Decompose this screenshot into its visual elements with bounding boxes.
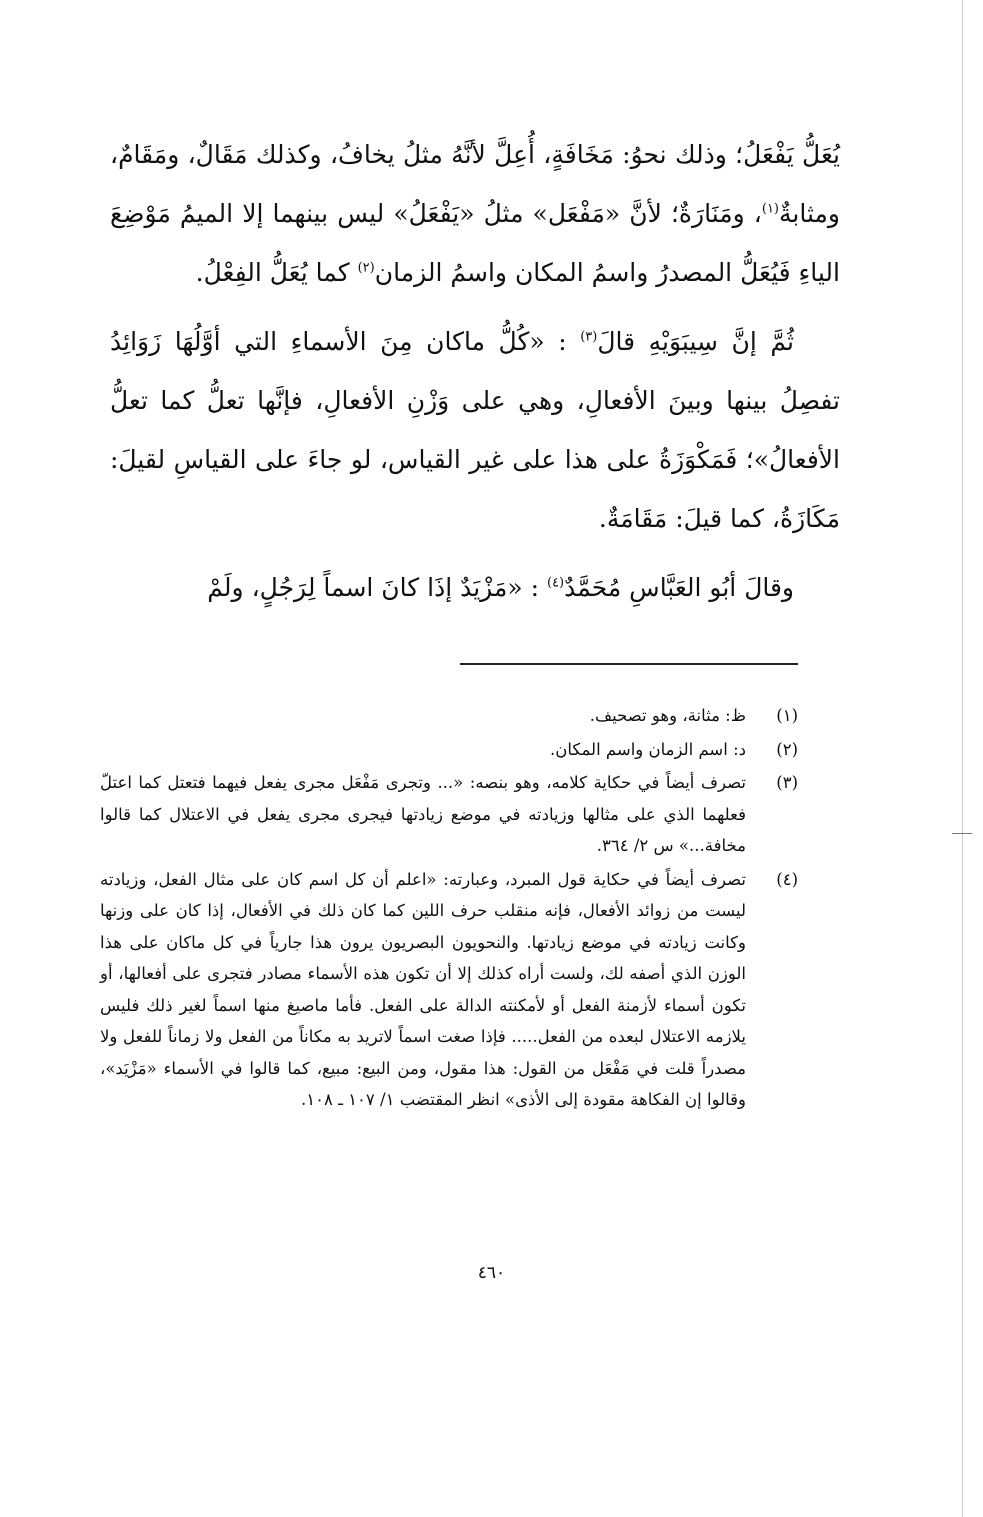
paragraph-2-text-b: : «كُلُّ ماكان مِنَ الأسماءِ التي أوَّلُهَا زَوَائِدُ تفصِلُ بينها وبينَ الأفعالِ، وهي على وَزْنِ الأفعالِ، فإنَّها تعلُّ كما تعلُّ الأفعالُ»؛ فَمَكْوَزَةُ على هذا على غير القياس، لو جاءَ على القياسِ لقيلَ: مَكَازَةُ، كما قيلَ: مَقَامَةٌ. xyxy=(110,327,840,533)
footnote-ref-2[interactable]: (٢) xyxy=(357,260,375,276)
footnote-number: (١) xyxy=(776,706,798,725)
footnote-ref-1[interactable]: (١) xyxy=(761,201,779,217)
footnote-1 xyxy=(100,700,800,732)
footnote-ref-3[interactable]: (٣) xyxy=(580,329,598,345)
paragraph-1-text-a: يُعَلُّ يَفْعَلُ؛ وذلك نحوُ: مَخَافَةٍ، أُعِلَّ لأنَّهُ مثلُ يخافُ، وكذلك مَقَالٌ، ومَقَامٌ، ومثابةٌ xyxy=(110,140,840,228)
paragraph-1-text-c: كما يُعَلُّ الفِعْلُ. xyxy=(195,258,358,287)
main-text xyxy=(110,125,840,627)
footnote-ref-4[interactable]: (٤) xyxy=(546,575,565,591)
paragraph-3 xyxy=(110,558,840,617)
paragraph-3-text-b: : «مَزْيَدٌ إذَا كانَ اسماً لِرَجُلٍ، ولَمْ xyxy=(207,573,547,602)
page-number: ٤٦٠ xyxy=(477,1263,506,1283)
scan-border-line xyxy=(962,0,963,1517)
footnote-number: (٣) xyxy=(776,773,798,792)
paragraph-1-text-b: ، ومَنَارَةٌ؛ لأنَّ «مَفْعَل» مثلُ «يَفْعَلُ» ليس بينهما إلا الميمُ مَوْضِعَ الياءِ فَيُعَلُّ المصدرُ واسمُ المكان واسمُ الزمان xyxy=(110,199,840,287)
scan-margin-mark xyxy=(952,833,972,834)
footnote-3 xyxy=(100,767,800,862)
footnote-text: ظ: مثانة، وهو تصحيف. xyxy=(589,706,746,725)
footnote-separator xyxy=(460,663,798,665)
paragraph-2 xyxy=(110,312,840,548)
footnote-text: د: اسم الزمان واسم المكان. xyxy=(550,739,746,759)
footnote-4 xyxy=(100,864,800,1116)
paragraph-1 xyxy=(110,125,840,302)
footnotes xyxy=(100,700,800,1118)
footnote-text: تصرف أيضاً في حكاية قول المبرد، وعبارته: «اعلم أن كل اسم كان على مثال الفعل، وزيادته ليست من زوائد الأفعال، فإنه منقلب حرف اللين كما كان ذلك في الأفعال، إذا كان على وزنها وكانت زيادته في موضع زيادتها. والنحويون البصريون يرون هذا جارياً في كل ماكان على هذا الوزن الذي أصفه لك، ولست أراه كذلك إلا أن تكون هذه الأسماء مصادر فتجرى على أفعالها، أو تكون أسماء لأزمنة الفعل أو لأمكنته الدالة على الفعل. فأما ماصيغ منها اسماً لغير ذلك فليس يلازمه الاعتلال لبعده من الفعل..... فإذا صغت اسماً لاتريد به مكاناً من الفعل ولا زماناً للفعل ولا مصدراً قلت في مَفْعَل من القول: هذا مقول، ومن البيع: مبيع، كما قالوا في الأسماء «مَزْيَد»، وقالوا إن الفكاهة مقودة إلى الأذى» انظر المقتضب ١/ ١٠٧ ـ ١٠٨. xyxy=(100,869,746,1109)
footnote-number: (٢) xyxy=(776,739,798,759)
footnote-2 xyxy=(100,734,800,766)
paragraph-3-text-a: وقالَ أبُو العَبَّاسِ مُحَمَّدٌ xyxy=(564,573,794,602)
footnote-number: (٤) xyxy=(776,869,798,889)
paragraph-2-text-a: ثُمَّ إنَّ سِيبَوَيْهِ قالَ xyxy=(597,327,794,356)
footnote-text: تصرف أيضاً في حكاية كلامه، وهو بنصه: «... وتجرى مَفْعَل مجرى يفعل فيهما فتعتل كما اعتلّ فعلهما الذي على مثالها وزيادته في موضع زيادتها فيجرى مجرى يفعل في الاعتلال كما قالوا مخافة...» س ٢/ ٣٦٤. xyxy=(100,773,746,855)
